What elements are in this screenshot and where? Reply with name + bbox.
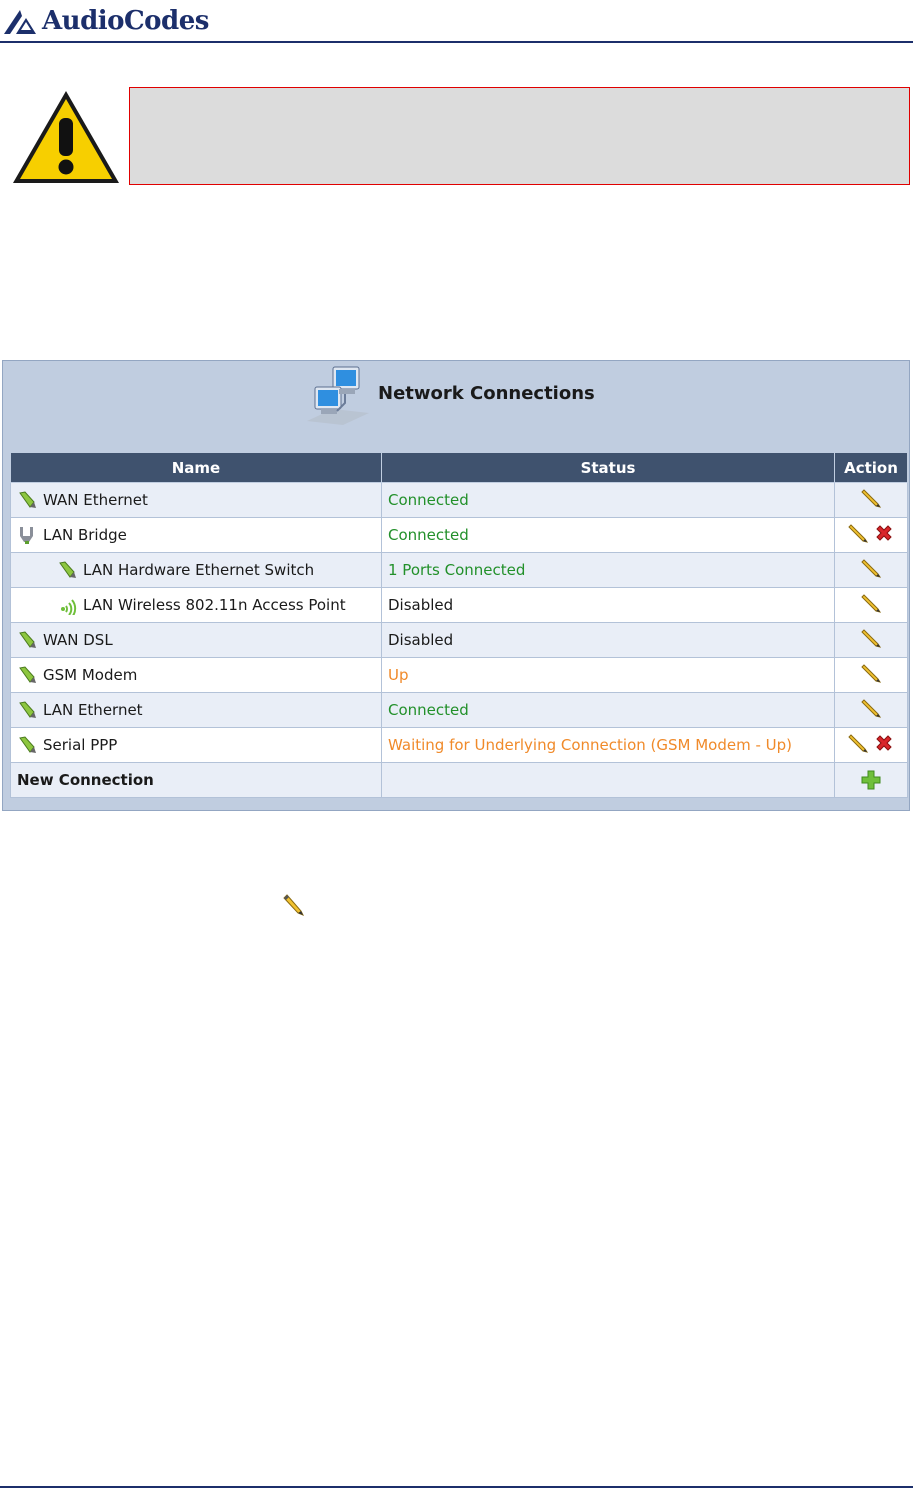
connection-status: Connected	[382, 483, 835, 518]
connection-name-cell	[11, 518, 382, 553]
ethernet-cable-icon	[17, 490, 37, 510]
table-row	[11, 483, 908, 518]
panel-header	[3, 361, 909, 451]
network-connections-panel	[2, 360, 910, 811]
wireless-icon	[57, 595, 77, 615]
warning-note-box	[129, 87, 910, 185]
connection-status: Disabled	[382, 623, 835, 658]
edit-icon[interactable]	[861, 663, 881, 683]
connection-name-cell	[11, 728, 382, 763]
audiocodes-logo	[2, 6, 209, 36]
ethernet-cable-icon	[17, 665, 37, 685]
connection-name-link[interactable]: Serial PPP	[43, 736, 118, 754]
connection-name-cell	[11, 623, 382, 658]
edit-icon[interactable]	[861, 698, 881, 718]
connection-name-link[interactable]: GSM Modem	[43, 666, 138, 684]
column-header-name[interactable]: Name	[11, 453, 382, 483]
header-divider	[0, 41, 913, 43]
edit-icon[interactable]	[861, 628, 881, 648]
connection-actions	[835, 693, 908, 728]
connection-name-cell	[11, 588, 382, 623]
connection-name-cell	[11, 658, 382, 693]
brand-name: AudioCodes	[42, 6, 209, 36]
edit-icon[interactable]	[848, 523, 868, 543]
connection-name-link[interactable]: WAN DSL	[43, 631, 113, 649]
warning-icon	[10, 88, 122, 186]
connection-name-cell	[11, 693, 382, 728]
table-row	[11, 518, 908, 553]
connection-status: Disabled	[382, 588, 835, 623]
connection-name-link[interactable]: LAN Wireless 802.11n Access Point	[83, 596, 346, 614]
add-icon[interactable]	[861, 770, 881, 790]
connection-name-cell	[11, 553, 382, 588]
footer-divider	[0, 1486, 913, 1488]
connection-actions	[835, 728, 908, 763]
connection-status: 1 Ports Connected	[382, 553, 835, 588]
connection-status: Connected	[382, 693, 835, 728]
table-row	[11, 588, 908, 623]
connection-status: Waiting for Underlying Connection (GSM Modem - Up)	[382, 728, 835, 763]
edit-pencil-inline-icon	[283, 893, 305, 917]
connection-name-link[interactable]: LAN Hardware Ethernet Switch	[83, 561, 315, 579]
table-row	[11, 658, 908, 693]
table-header-row	[11, 453, 908, 483]
delete-icon[interactable]	[874, 523, 894, 543]
connection-status: Connected	[382, 518, 835, 553]
logo-mark-icon	[2, 6, 38, 36]
edit-icon[interactable]	[861, 558, 881, 578]
connection-actions	[835, 483, 908, 518]
column-header-status[interactable]: Status	[382, 453, 835, 483]
connection-actions	[835, 588, 908, 623]
edit-icon[interactable]	[848, 733, 868, 753]
edit-icon[interactable]	[861, 488, 881, 508]
connection-actions	[835, 623, 908, 658]
connection-actions	[835, 553, 908, 588]
bridge-icon	[17, 525, 37, 545]
ethernet-cable-icon	[17, 700, 37, 720]
new-connection-row	[11, 763, 908, 798]
table-row	[11, 623, 908, 658]
panel-title: Network Connections	[378, 383, 595, 404]
connection-name-link[interactable]: LAN Bridge	[43, 526, 127, 544]
ethernet-cable-icon	[57, 560, 77, 580]
table-row	[11, 728, 908, 763]
table-row	[11, 553, 908, 588]
edit-icon[interactable]	[861, 593, 881, 613]
connection-name-link[interactable]: LAN Ethernet	[43, 701, 143, 719]
new-connection-status-cell	[382, 763, 835, 798]
connection-name-cell	[11, 483, 382, 518]
connections-table	[10, 452, 908, 798]
connection-name-link[interactable]: WAN Ethernet	[43, 491, 148, 509]
connection-status: Up	[382, 658, 835, 693]
new-connection-link[interactable]: New Connection	[17, 771, 154, 789]
network-computers-icon	[303, 363, 373, 427]
ethernet-cable-icon	[17, 630, 37, 650]
ethernet-cable-icon	[17, 735, 37, 755]
connection-actions	[835, 658, 908, 693]
table-row	[11, 693, 908, 728]
connection-actions	[835, 518, 908, 553]
new-connection-action-cell	[835, 763, 908, 798]
column-header-action: Action	[835, 453, 908, 483]
delete-icon[interactable]	[874, 733, 894, 753]
